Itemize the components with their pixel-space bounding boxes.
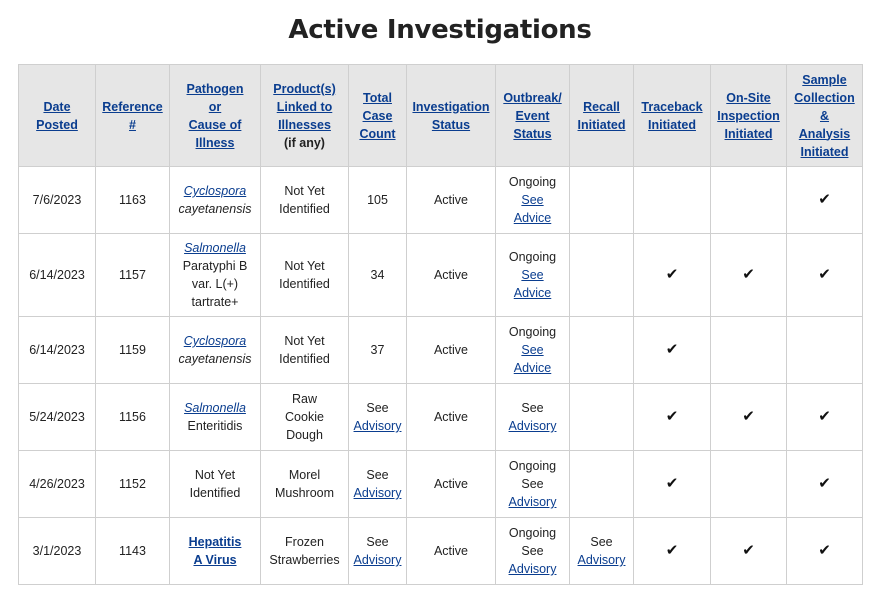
product-text: Raw bbox=[291, 392, 317, 406]
traceback-cell bbox=[634, 167, 711, 234]
outbreak-status-cell bbox=[496, 518, 570, 585]
reference-cell: 1163 bbox=[96, 167, 170, 234]
outbreak-see-text: See bbox=[521, 544, 544, 558]
reference-cell: 1143 bbox=[96, 518, 170, 585]
header-link[interactable]: On-Site bbox=[726, 90, 771, 105]
pathogen-link[interactable]: Cyclospora bbox=[183, 184, 247, 198]
pathogen-cell bbox=[170, 518, 261, 585]
date-cell: 6/14/2023 bbox=[19, 234, 96, 317]
header-link[interactable]: Total bbox=[363, 90, 392, 105]
onsite-cell bbox=[711, 317, 787, 384]
outbreak-status-text: Ongoing bbox=[508, 250, 557, 264]
traceback-cell: ✔ bbox=[634, 317, 711, 384]
product-text: Cookie bbox=[285, 410, 324, 424]
pathogen-text: Not Yet bbox=[194, 468, 236, 482]
onsite-cell: ✔ bbox=[711, 384, 787, 451]
header-link[interactable]: Status bbox=[431, 117, 471, 132]
traceback-cell: ✔ bbox=[634, 518, 711, 585]
table-row bbox=[19, 317, 863, 384]
sample-cell: ✔ bbox=[787, 234, 863, 317]
case-count-cell bbox=[349, 518, 407, 585]
pathogen-link[interactable]: Salmonella bbox=[184, 401, 246, 415]
advisory-link[interactable]: Advisory bbox=[577, 553, 626, 567]
investigations-table bbox=[18, 64, 863, 585]
advisory-link[interactable]: Advisory bbox=[508, 562, 557, 576]
reference-cell: 1156 bbox=[96, 384, 170, 451]
advisory-link[interactable]: Advisory bbox=[353, 419, 402, 433]
header-link[interactable]: Reference bbox=[102, 99, 163, 114]
pathogen-link[interactable]: A Virus bbox=[193, 553, 237, 567]
header-link[interactable]: Case bbox=[362, 108, 393, 123]
sample-cell bbox=[787, 317, 863, 384]
traceback-cell: ✔ bbox=[634, 234, 711, 317]
date-cell: 4/26/2023 bbox=[19, 451, 96, 518]
header-link[interactable]: Date bbox=[43, 99, 71, 114]
header-link[interactable]: Initiated bbox=[800, 144, 849, 159]
col-header-pathogen[interactable] bbox=[170, 65, 261, 167]
outbreak-status-cell bbox=[496, 167, 570, 234]
traceback-cell: ✔ bbox=[634, 384, 711, 451]
reference-cell: 1159 bbox=[96, 317, 170, 384]
header-link[interactable]: & bbox=[819, 108, 830, 123]
onsite-cell bbox=[711, 451, 787, 518]
sample-cell: ✔ bbox=[787, 518, 863, 585]
case-count-cell: 105 bbox=[349, 167, 407, 234]
date-cell: 7/6/2023 bbox=[19, 167, 96, 234]
recall-cell bbox=[570, 384, 634, 451]
outbreak-status-text: Ongoing bbox=[508, 526, 557, 540]
traceback-cell: ✔ bbox=[634, 451, 711, 518]
header-link[interactable]: Outbreak/ bbox=[503, 90, 562, 105]
see-advice-link[interactable]: Advice bbox=[513, 361, 552, 375]
investigation-status-cell: Active bbox=[407, 384, 496, 451]
product-cell bbox=[261, 317, 349, 384]
investigation-status-cell: Active bbox=[407, 234, 496, 317]
pathogen-cell bbox=[170, 451, 261, 518]
outbreak-status-text: Ongoing bbox=[508, 325, 557, 339]
product-text: Frozen bbox=[285, 535, 324, 549]
onsite-cell bbox=[711, 167, 787, 234]
col-header-outbreak-status[interactable] bbox=[496, 65, 570, 167]
pathogen-link[interactable]: Cyclospora bbox=[183, 334, 247, 348]
product-text: Identified bbox=[279, 277, 330, 291]
see-advice-link[interactable]: See bbox=[521, 193, 544, 207]
header-link[interactable]: Posted bbox=[36, 117, 78, 132]
outbreak-see-text: See bbox=[521, 401, 544, 415]
header-subtext: (if any) bbox=[284, 135, 325, 150]
product-text: Not Yet bbox=[284, 184, 325, 198]
header-link[interactable]: Illness bbox=[195, 135, 235, 150]
page-title: Active Investigations bbox=[288, 15, 592, 45]
product-cell bbox=[261, 234, 349, 317]
date-cell: 5/24/2023 bbox=[19, 384, 96, 451]
pathogen-link[interactable]: Hepatitis bbox=[188, 535, 242, 549]
sample-cell: ✔ bbox=[787, 384, 863, 451]
header-link[interactable]: Initiated bbox=[724, 126, 773, 141]
case-count-see-text: See bbox=[366, 401, 389, 415]
col-header-investigation-status[interactable] bbox=[407, 65, 496, 167]
col-header-traceback[interactable] bbox=[634, 65, 711, 167]
col-header-recall[interactable] bbox=[570, 65, 634, 167]
advisory-link[interactable]: Advisory bbox=[353, 553, 402, 567]
product-text: Not Yet bbox=[284, 334, 325, 348]
product-text: Strawberries bbox=[269, 553, 340, 567]
product-text: Mushroom bbox=[274, 486, 335, 500]
col-header-onsite[interactable] bbox=[711, 65, 787, 167]
pathogen-cell bbox=[170, 234, 261, 317]
case-count-cell bbox=[349, 384, 407, 451]
table-row bbox=[19, 384, 863, 451]
pathogen-text: cayetanensis bbox=[178, 202, 252, 216]
outbreak-status-cell bbox=[496, 317, 570, 384]
header-link[interactable]: Illnesses bbox=[278, 117, 331, 132]
header-link[interactable]: Collection bbox=[794, 90, 855, 105]
case-count-see-text: See bbox=[366, 535, 389, 549]
col-header-case-count[interactable] bbox=[349, 65, 407, 167]
header-link[interactable]: Initiated bbox=[648, 117, 696, 132]
table-row bbox=[19, 167, 863, 234]
date-cell: 3/1/2023 bbox=[19, 518, 96, 585]
col-header-reference[interactable] bbox=[96, 65, 170, 167]
reference-cell: 1152 bbox=[96, 451, 170, 518]
see-advice-link[interactable]: Advice bbox=[513, 211, 552, 225]
pathogen-text: tartrate+ bbox=[191, 295, 239, 309]
pathogen-text: Identified bbox=[189, 486, 241, 500]
pathogen-cell bbox=[170, 167, 261, 234]
table-row bbox=[19, 518, 863, 585]
pathogen-text: Enteritidis bbox=[187, 419, 243, 433]
col-header-products[interactable] bbox=[261, 65, 349, 167]
product-cell bbox=[261, 167, 349, 234]
reference-cell: 1157 bbox=[96, 234, 170, 317]
see-advice-link[interactable]: Advice bbox=[513, 286, 552, 300]
product-cell bbox=[261, 384, 349, 451]
recall-cell bbox=[570, 518, 634, 585]
pathogen-text: cayetanensis bbox=[178, 352, 252, 366]
product-text: Not Yet bbox=[284, 259, 325, 273]
case-count-see-text: See bbox=[366, 468, 389, 482]
onsite-cell: ✔ bbox=[711, 518, 787, 585]
header-link[interactable]: Pathogen bbox=[186, 81, 244, 96]
sample-cell: ✔ bbox=[787, 451, 863, 518]
table-row bbox=[19, 451, 863, 518]
advisory-link[interactable]: Advisory bbox=[508, 495, 557, 509]
see-advice-link[interactable]: See bbox=[521, 343, 544, 357]
case-count-cell bbox=[349, 451, 407, 518]
outbreak-status-text: Ongoing bbox=[508, 175, 557, 189]
product-text: Identified bbox=[279, 202, 330, 216]
pathogen-cell bbox=[170, 317, 261, 384]
recall-cell bbox=[570, 451, 634, 518]
col-header-date-posted[interactable] bbox=[19, 65, 96, 167]
case-count-cell: 37 bbox=[349, 317, 407, 384]
table-row bbox=[19, 234, 863, 317]
advisory-link[interactable]: Advisory bbox=[353, 486, 402, 500]
header-link[interactable]: Cause of bbox=[188, 117, 242, 132]
date-cell: 6/14/2023 bbox=[19, 317, 96, 384]
outbreak-status-cell bbox=[496, 451, 570, 518]
investigation-status-cell: Active bbox=[407, 317, 496, 384]
header-link[interactable]: Initiated bbox=[577, 117, 626, 132]
advisory-link[interactable]: Advisory bbox=[508, 419, 557, 433]
recall-cell bbox=[570, 167, 634, 234]
outbreak-status-cell bbox=[496, 234, 570, 317]
product-text: Identified bbox=[279, 352, 330, 366]
sample-cell: ✔ bbox=[787, 167, 863, 234]
investigation-status-cell: Active bbox=[407, 167, 496, 234]
pathogen-link[interactable]: Salmonella bbox=[184, 241, 246, 255]
header-link[interactable]: Product(s) bbox=[273, 81, 336, 96]
product-text: Dough bbox=[286, 428, 323, 442]
recall-cell bbox=[570, 317, 634, 384]
outbreak-status-cell bbox=[496, 384, 570, 451]
outbreak-see-text: See bbox=[521, 477, 544, 491]
header-link[interactable]: # bbox=[129, 117, 136, 132]
header-link[interactable]: Status bbox=[513, 126, 552, 141]
recall-see-text: See bbox=[590, 535, 613, 549]
product-cell bbox=[261, 518, 349, 585]
header-link[interactable]: Sample bbox=[802, 72, 847, 87]
recall-cell bbox=[570, 234, 634, 317]
pathogen-text: var. L(+) bbox=[191, 277, 239, 291]
onsite-cell: ✔ bbox=[711, 234, 787, 317]
product-cell bbox=[261, 451, 349, 518]
product-text: Morel bbox=[288, 468, 321, 482]
header-link[interactable]: Traceback bbox=[641, 99, 703, 114]
table-header bbox=[19, 65, 863, 167]
header-link[interactable]: or bbox=[208, 99, 222, 114]
case-count-cell: 34 bbox=[349, 234, 407, 317]
investigation-status-cell: Active bbox=[407, 518, 496, 585]
header-link[interactable]: Inspection bbox=[717, 108, 780, 123]
header-link[interactable]: Recall bbox=[583, 99, 620, 114]
header-link[interactable]: Count bbox=[359, 126, 396, 141]
pathogen-cell bbox=[170, 384, 261, 451]
header-link[interactable]: Analysis bbox=[798, 126, 851, 141]
header-link[interactable]: Event bbox=[515, 108, 550, 123]
header-link[interactable]: Linked to bbox=[276, 99, 333, 114]
investigation-status-cell: Active bbox=[407, 451, 496, 518]
outbreak-status-text: Ongoing bbox=[508, 459, 557, 473]
pathogen-text: Paratyphi B bbox=[182, 259, 248, 273]
col-header-sample[interactable] bbox=[787, 65, 863, 167]
table-body bbox=[19, 167, 863, 585]
see-advice-link[interactable]: See bbox=[521, 268, 544, 282]
header-link[interactable]: Investigation bbox=[412, 99, 490, 114]
